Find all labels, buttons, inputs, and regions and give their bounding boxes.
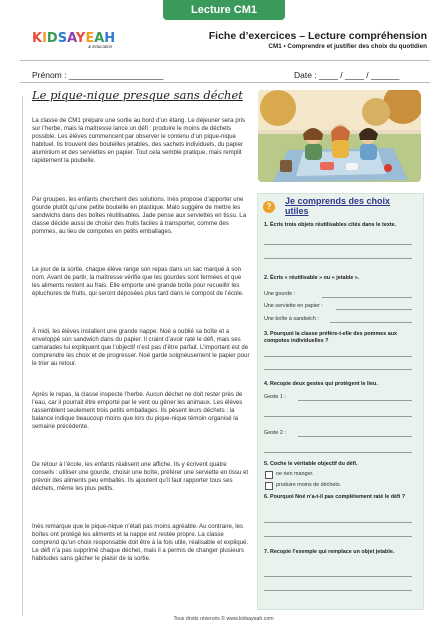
story-paragraph-4: À midi, les élèves installent une grande nappe. Noé a oublié sa boîte et a enveloppé son sandwich dans du papier. Il craint d’avoir raté le défi, mais ses camarades lui expliquent que l’objectif n’est pas d’être parfait. L’important est de comprendre les choix et de progresser. Noé garde soigneusement le papier pour le trier au retour. [32,328,250,368]
exercise-panel [257,193,424,610]
question-6: 6. Pourquoi Noé n’a-t-il pas complètement raté le défi ? [264,494,406,500]
answer-line[interactable] [264,416,412,417]
answer-line[interactable] [264,576,412,577]
q2-item-gourde: Une gourde : [264,291,296,297]
exercise-heading: Je comprends des choix utiles [285,196,391,216]
page-margin-line [22,96,23,616]
story-paragraph-6: De retour à l’école, les enfants réalisent une affiche. Ils y écrivent quatre conseils : utiliser une gourde, choisir une boîte, préférer une serviette en tissu et prévoir des aliments peu emballés. Ils ajoutent qu’il faut rapporter tous ses déchets, même les plus petits. [32,461,249,493]
answer-line[interactable] [264,536,412,537]
answer-line[interactable] [322,297,412,298]
footer-copyright: Tous droits réservés © www.kidsayeah.com [173,616,274,622]
q4-gesture-2: Geste 2 : [264,430,286,436]
story-paragraph-3: Le jour de la sortie, chaque élève range son repas dans un sac marqué à son nom. Avant de partir, la maîtresse vérifie que les gourdes sont fermées et que les aliments restent au frais. Elle emporte une grande boîte pour recueillir les épluchures de fruits, qui seront déposées plus tard dans le compost de l’école. [32,266,244,298]
answer-line[interactable] [264,258,412,259]
answer-line[interactable] [298,436,412,437]
story-paragraph-7: Inès remarque que le pique-nique n’était pas moins agréable. Au contraire, les boîtes ont protégé les aliments et la nappe est restée propre. La classe comprend qu’un choix responsable doit être à la fois utile, réalisable et expliqué. Le défi n’a pas supprimé chaque déchet, mais il a permis de changer plusieurs habitudes sans gâcher le plaisir de la sortie. [32,523,249,563]
q2-item-serviette: Une serviette en papier : [264,303,323,309]
question-7: 7. Recopie l’exemple qui remplace un objet jetable. [264,549,395,555]
question-4: 4. Recopie deux gestes qui protègent le lieu. [264,381,378,387]
question-3: 3. Pourquoi la classe préfère-t-elle des pommes aux compotes individuelles ? [264,331,398,344]
firstname-field[interactable]: Prénom : ____________________ [32,70,164,80]
fields-divider [20,82,430,83]
page-subtitle: CM1 • Comprendre et justifier des choix du quotidien [268,43,427,50]
picnic-scene-icon [258,90,421,182]
answer-line[interactable] [264,369,412,370]
answer-line[interactable] [264,522,412,523]
answer-line[interactable] [330,322,412,323]
checkbox-option-1[interactable] [265,471,273,479]
q5-option-2: produire moins de déchets. [276,482,342,488]
page-title: Fiche d’exercices – Lecture compréhension [208,30,427,42]
q2-item-boite: Une boîte à sandwich : [264,316,319,322]
picnic-illustration [258,90,421,182]
question-mark-icon: ? [263,201,275,213]
story-paragraph-1: La classe de CM1 prépare une sortie au bord d’un étang. Le déjeuner sera pris sur l’herbe, mais la maîtresse lance un défi : produire le moins de déchets possible. Les élèves commencent par observer le contenu d’un pique-nique habituel. Ils trouvent des bouteilles jetables, des sachets individuels, du papier aluminium et des serviettes en papier. Tout cela semble pratique, mais remplit rapidement la poubelle. [32,117,246,165]
q5-option-1: ne rien manger. [276,471,314,477]
date-field[interactable]: Date : ____ / ____ / ______ [294,70,400,80]
answer-line[interactable] [298,400,412,401]
story-title: Le pique-nique presque sans déchet [32,88,243,102]
answer-line[interactable] [264,356,412,357]
question-1: 1. Écris trois objets réutilisables cités dans le texte. [264,222,397,228]
brand-logo [32,28,120,60]
answer-line[interactable] [264,590,412,591]
answer-line[interactable] [336,309,412,310]
answer-line[interactable] [264,244,412,245]
svg-text:KIDSAYEAH: KIDSAYEAH [32,31,116,46]
story-paragraph-5: Après le repas, la classe inspecte l’herbe. Aucun déchet ne doit rester près de l’eau, car il pourrait être emporté par le vent ou gêner les animaux. Les élèves rassemblent seulement trois petits emballages. Ils pèsent leurs déchets : la balance indique beaucoup moins que lors du pique-nique témoin organisé la semaine précédente. [32,391,243,431]
checkbox-option-2[interactable] [265,482,273,490]
logo-subtitle: & Education [88,44,113,49]
header-divider [20,60,430,61]
header-tab: Lecture CM1 [163,0,285,20]
question-2: 2. Écris « réutilisable » ou « jetable ». [264,275,360,281]
answer-line[interactable] [264,452,412,453]
q4-gesture-1: Geste 1 : [264,394,286,400]
story-paragraph-2: Par groupes, les enfants cherchent des solutions. Inès propose d’apporter une gourde plutôt qu’une petite bouteille en plastique. Malo suggère de mettre les sandwichs dans des boîtes réutilisables. Jade pense aux serviettes en tissu. La classe décide aussi de choisir des fruits faciles à transporter, comme des pommes, au lieu de compotes en petits emballages. [32,196,247,236]
question-5: 5. Coche le véritable objectif du défi. [264,461,358,467]
